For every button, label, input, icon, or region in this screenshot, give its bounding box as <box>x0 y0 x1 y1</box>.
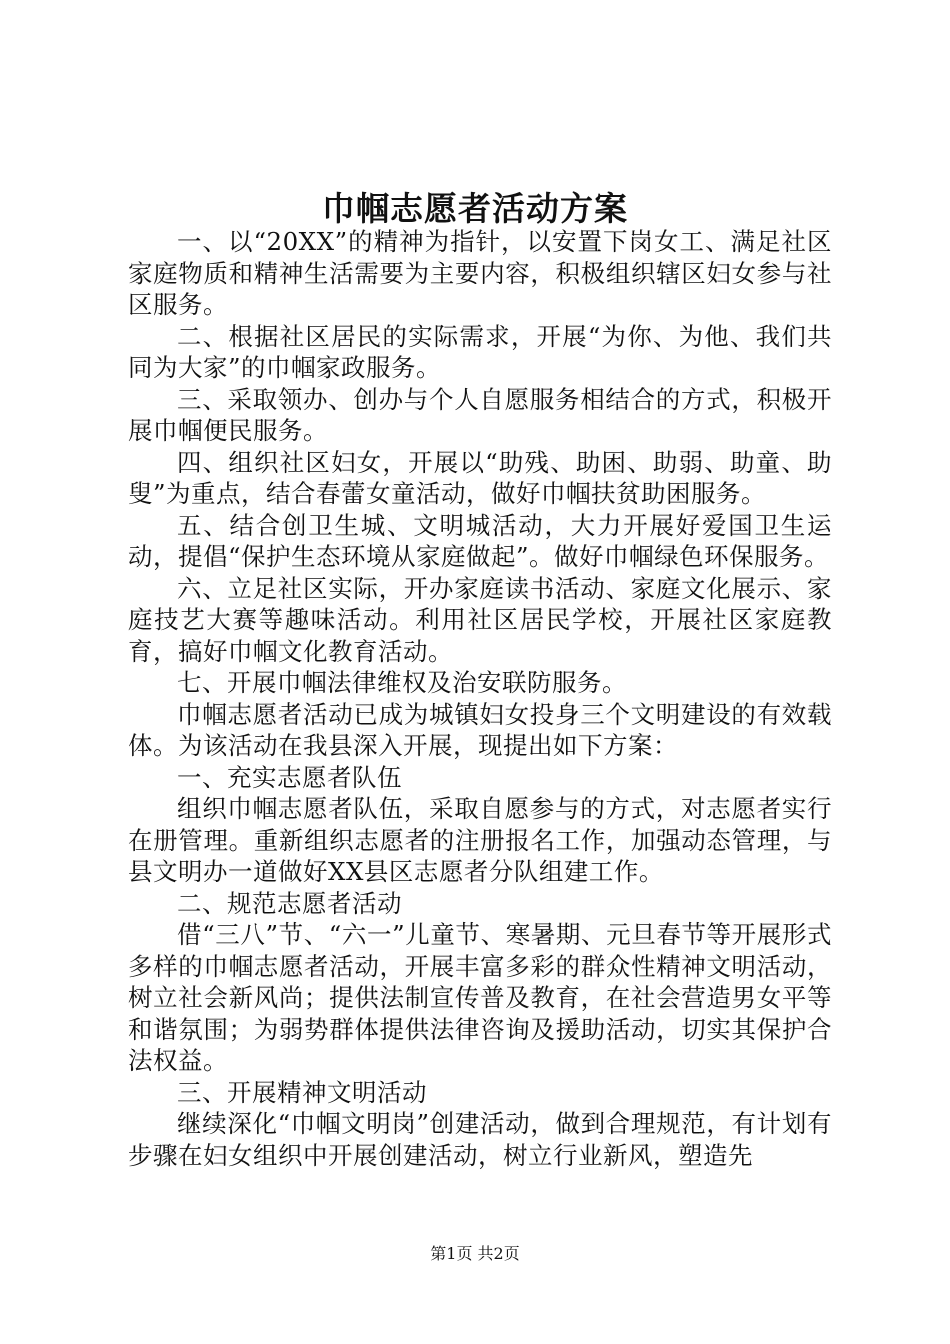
paragraph: 三、采取领办、创办与个人自愿服务相结合的方式，积极开展巾帼便民服务。 <box>128 384 832 445</box>
paragraph: 四、组织社区妇女，开展以“助残、助困、助弱、助童、助叟”为重点，结合春蕾女童活动，做好巾帼扶贫助困服务。 <box>128 447 832 508</box>
paragraph: 一、以“20XX”的精神为指针，以安置下岗女工、满足社区家庭物质和精神生活需要为主要内容，积极组织辖区妇女参与社区服务。 <box>128 227 832 319</box>
paragraph: 五、结合创卫生城、文明城活动，大力开展好爱国卫生运动，提倡“保护生态环境从家庭做起”。做好巾帼绿色环保服务。 <box>128 510 832 571</box>
document-title: 巾帼志愿者活动方案 <box>322 189 628 228</box>
section-heading: 三、开展精神文明活动 <box>177 1077 427 1107</box>
section-heading: 一、充实志愿者队伍 <box>177 762 402 792</box>
page-footer: 第1页 共2页 <box>430 1244 520 1263</box>
paragraph: 组织巾帼志愿者队伍，采取自愿参与的方式，对志愿者实行在册管理。重新组织志愿者的注册报名工作，加强动态管理，与县文明办一道做好XX县区志愿者分队组建工作。 <box>128 794 832 886</box>
paragraph: 七、开展巾帼法律维权及治安联防服务。 <box>177 668 627 697</box>
paragraph: 继续深化“巾帼文明岗”创建活动，做到合理规范，有计划有步骤在妇女组织中开展创建活动，树立行业新风，塑造先 <box>128 1109 832 1170</box>
paragraph: 借“三八”节、“六一”儿童节、寒暑期、元旦春节等开展形式多样的巾帼志愿者活动，开展丰富多彩的群众性精神文明活动，树立社会新风尚；提供法制宣传普及教育，在社会营造男女平等和谐氛围；为弱势群体提供法律咨询及援助活动，切实其保护合法权益。 <box>128 920 832 1075</box>
section-heading: 二、规范志愿者活动 <box>177 888 402 918</box>
paragraph: 巾帼志愿者活动已成为城镇妇女投身三个文明建设的有效载体。为该活动在我县深入开展，现提出如下方案： <box>128 699 832 760</box>
paragraph: 二、根据社区居民的实际需求，开展“为你、为他、我们共同为大家”的巾帼家政服务。 <box>128 321 832 382</box>
document-body <box>128 226 832 1171</box>
paragraph: 六、立足社区实际，开办家庭读书活动、家庭文化展示、家庭技艺大赛等趣味活动。利用社区居民学校，开展社区家庭教育，搞好巾帼文化教育活动。 <box>128 573 832 666</box>
